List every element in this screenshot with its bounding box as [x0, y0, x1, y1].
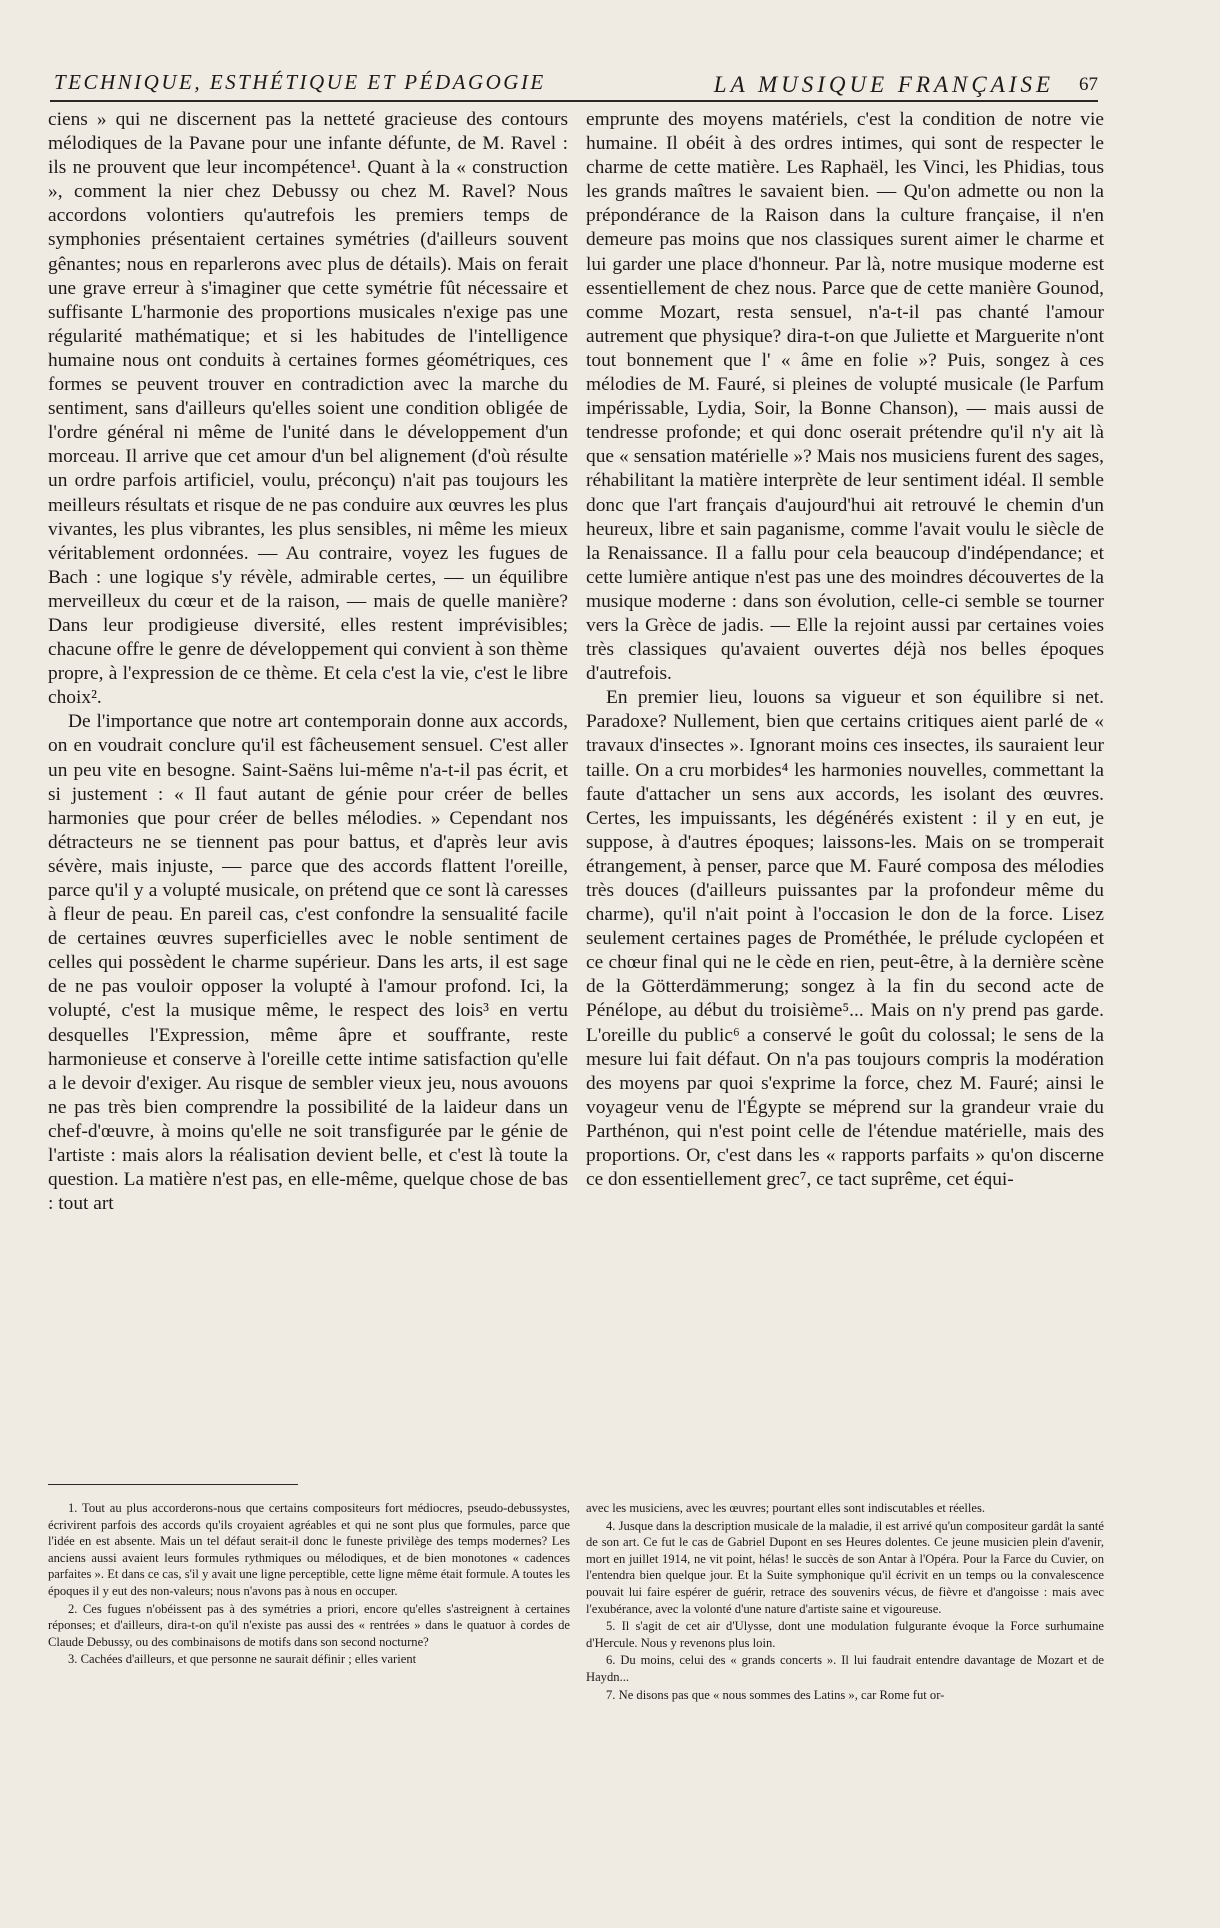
footnote-continuation: avec les musiciens, avec les œuvres; pourtant elles sont indiscutables et réelles. [586, 1501, 986, 1515]
header-right-title: LA MUSIQUE FRANÇAISE [713, 72, 1054, 97]
footnotes-left [48, 1500, 570, 1669]
footnote: 3. Cachées d'ailleurs, et que personne ne saurait définir ; elles varient [68, 1652, 417, 1667]
footnotes-right [586, 1500, 1104, 1704]
left-text-column [48, 108, 568, 1216]
paragraph: En premier lieu, louons sa vigueur et son équilibre si net. Paradoxe? Nullement, bien que certains critiques aient parlé de « travaux d'insectes ». Ignorant moins ces insectes, ils sauraient leur taille. On a cru morbides⁴ les harmonies nouvelles, commettant la faute d'attacher un sens aux accords, les isolant des œuvres. Certes, les impuissants, les dégénérés existent : il y en eut, je suppose, à d'autres époques; laissons-les. Mais on se tromperait étrangement, à penser, parce que M. Fauré composa des mélodies très douces (d'ailleurs puissantes par la profondeur même du charme), qu'il n'ait point à l'occasion le don de la force. Lisez seulement certaines pages de Prométhée, le prélude cyclopéen et ce chœur final qui ne le cède en rien, peut-être, à la dernière scène de la Götterdämmerung; songez à la fin du second acte de Pénélope, au début du troisième⁵... Mais on n'y prend pas garde. L'oreille du public⁶ a conservé le goût du colossal; le sens de la mesure lui fait défaut. On n'a pas toujours compris la modération des moyens par quoi s'exprime la force, chez M. Fauré; ainsi le voyageur venu de l'Égypte se méprend sur la grandeur vraie du Parthénon, qui n'est point celle de l'étendue matérielle, mais des proportions. Or, c'est dans les « rapports parfaits » qu'on discerne ce don essentiellement grec⁷, ce tact suprême, cet équi- [586, 687, 1104, 1191]
footnote: 6. Du moins, celui des « grands concerts ». Il lui faudrait entendre davantage de Mozart et de Haydn... [586, 1653, 1104, 1684]
header-left-title: TECHNIQUE, ESTHÉTIQUE ET PÉDAGOGIE [54, 70, 546, 94]
footnote: 1. Tout au plus accorderons-nous que certains compositeurs fort médiocres, pseudo-debussystes, écrivirent parfois des accords qu'ils croyaient agréables et qui ne sont plus que formules, parce que l'idée en est absente. Mais un tel défaut serait-il donc le funeste privilège des temps modernes? Les anciens aussi avaient leurs formules rythmiques ou mélodiques, et de bien monotones « cadences parfaites ». Et dans ce cas, s'il y avait une ligne perceptible, cette ligne même était formule. A toutes les époques il y eut des non-valeurs; nous n'avons pas à nous en occuper. [48, 1501, 570, 1598]
footnote-rule [48, 1484, 298, 1485]
right-text-column [586, 108, 1104, 1192]
page-number: 67 [1079, 74, 1098, 95]
footnote: 5. Il s'agit de cet air d'Ulysse, dont une modulation fulgurante évoque la Force surhumaine d'Hercule. Nous y revenons plus loin. [586, 1619, 1104, 1650]
footnote: 2. Ces fugues n'obéissent pas à des symétries a priori, encore qu'elles s'astreignent à certaines réponses; et d'ailleurs, dira-t-on qu'il n'existe pas aussi des « rentrées » dans le quatuor à cordes de Claude Debussy, ou des combinaisons de motifs dans son second nocturne? [48, 1601, 570, 1649]
paragraph: De l'importance que notre art contemporain donne aux accords, on en voudrait conclure qu'il est fâcheusement sensuel. C'est aller un peu vite en besogne. Saint-Saëns lui-même n'a-t-il pas écrit, et si justement : « Il faut autant de génie pour créer de belles harmonies que pour créer de belles mélodies. » Cependant nos détracteurs ne se tiennent pas pour battus, et d'après leur avis sévère, mais injuste, — parce que des accords flattent l'oreille, parce qu'il y a volupté musicale, on prétend que ce sont là caresses à fleur de peau. En pareil cas, c'est confondre la sensualité facile de certaines œuvres superficielles avec le noble sentiment de celles qui possèdent le charme supérieur. Dans les arts, il est sage de ne pas vouloir opposer la volupté à l'amour profond. Ici, la volupté, c'est la musique même, le respect des lois³ en vertu desquelles l'Expression, même âpre et souffrante, reste harmonieuse et conserve à l'oreille cette intime satisfaction qu'elle a le devoir d'exiger. Au risque de sembler vieux jeu, nous avouons ne pas très bien comprendre la possibilité de la laideur dans un chef-d'œuvre, à moins qu'elle ne soit transfigurée par le génie de l'artiste : mais alors la réalisation devient belle, et c'est là toute la question. La matière n'est pas, en elle-même, quelque chose de bas : tout art [48, 711, 568, 1215]
footnote: 4. Jusque dans la description musicale de la maladie, il est arrivé qu'un compositeur gardât la santé de son art. Ce fut le cas de Gabriel Dupont en ses Heures dolentes. Ce jeune musicien plein d'avenir, mort en juillet 1914, ne vit point, hélas! le succès de son Antar à l'Opéra. Pour la Farce du Cuvier, on l'entendra bien quelque jour. Et la Suite symphonique qu'il écrivit en un temps ou la convalescence pouvait lui faire espérer de guérir, retrace des souvenirs vécus, de fièvre et d'angoisse : mais avec l'exubérance, avec la volonté d'une nature d'artiste saine et vigoureuse. [586, 1518, 1104, 1616]
paragraph: ciens » qui ne discernent pas la netteté gracieuse des contours mélodiques de la Pavane pour une infante défunte, de M. Ravel : ils ne prouvent que leur incompétence¹. Quant à la « construction », comment la nier chez Debussy ou chez M. Ravel? Nous accordons volontiers qu'autrefois les premiers temps de symphonies présentaient certaines symétries (d'ailleurs souvent gênantes; nous en reparlerons avec plus de détails). Mais on ferait une grave erreur à s'imaginer que cette symétrie fût nécessaire et suffisante L'harmonie des proportions musicales n'exige pas une régularité mathématique; et si les habitudes de l'intelligence humaine nous ont conduits à certaines formes géométriques, ces formes se peuvent trouver en contradiction avec la marche du sentiment, sans d'ailleurs qu'elles soient une condition obligée de l'ordre général ni même de l'unité dans le développement d'un morceau. Il arrive que cet amour d'un bel alignement (d'où résulte un ordre parfois artificiel, voulu, préconçu) n'ait pas toujours les meilleurs résultats et risque de ne pas conduire aux œuvres les plus vivantes, les plus vibrantes, les plus sensibles, ni même les mieux véritablement ordonnées. — Au contraire, voyez les fugues de Bach : une logique s'y révèle, admirable certes, — un équilibre merveilleux du cœur et de la raison, — mais de quelle manière? Dans leur prodigieuse diversité, elles restent imprévisibles; chacune offre le genre de développement qui convient à son thème propre, à l'expression de ce thème. Et cela c'est la vie, c'est le libre choix². [48, 109, 568, 709]
running-header [50, 66, 1098, 102]
paragraph: emprunte des moyens matériels, c'est la condition de notre vie humaine. Il obéit à des ordres intimes, qui sont de respecter le charme de cette matière. Les Raphaël, les Vinci, les Phidias, tous les grands maîtres le savaient bien. — Qu'on admette ou non la prépondérance de la Raison dans la culture française, il n'en demeure pas moins que nos classiques surent aimer le charme et lui garder une place d'honneur. Par là, notre musique moderne est essentiellement de chez nous. Parce que de cette manière Gounod, comme Mozart, resta sensuel, n'a-t-il pas chanté l'amour autrement que physique? dira-t-on que Juliette et Marguerite n'ont tout bonnement que l' « âme en folie »? Puis, songez à ces mélodies de M. Fauré, si pleines de volupté musicale (le Parfum impérissable, Lydia, Soir, la Bonne Chanson), — mais aussi de tendresse profonde; et qui donc oserait prétendre qu'il n'y ait là que « sensation matérielle »? Mais nos musiciens furent des sages, réhabilitant la matière interprète de leur sentiment idéal. Il semble donc que l'art français d'aujourd'hui ait retrouvé le chemin d'un heureux, libre et sain paganisme, comme l'avait voulu le siècle de la Renaissance. Il a fallu pour cela beaucoup d'indépendance; et cette lumière antique n'est pas une des moindres découvertes de la musique moderne : dans son évolution, celle-ci semble se tourner vers la Grèce de jadis. — Elle la rejoint aussi par certaines voies très classiques qu'avaient ouvertes déjà nos belles époques d'autrefois. [586, 109, 1104, 685]
footnote: 7. Ne disons pas que « nous sommes des Latins », car Rome fut or- [606, 1687, 945, 1702]
